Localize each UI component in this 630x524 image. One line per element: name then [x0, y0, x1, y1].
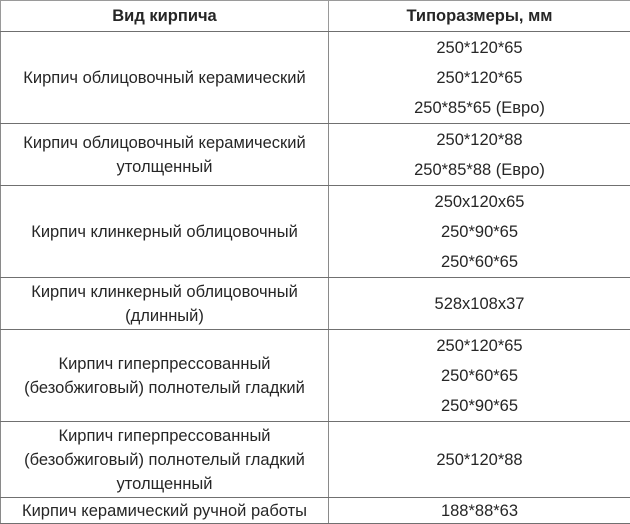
brick-type-cell: [1, 330, 329, 422]
brick-type-line: Кирпич клинкерный облицовочный: [5, 220, 324, 244]
brick-type-line: Кирпич клинкерный облицовочный: [5, 280, 324, 304]
brick-type-line: (безобжиговый) полнотелый гладкий: [5, 376, 324, 400]
brick-type-line: утолщенный: [5, 155, 324, 179]
sizes-cell: [329, 498, 630, 524]
size-value: 250*120*65: [333, 63, 626, 93]
header-brick-type: Вид кирпича: [1, 1, 329, 32]
size-value: 250*85*65 (Евро): [333, 93, 626, 123]
table-row: [1, 498, 630, 524]
brick-type-line: утолщенный: [5, 472, 324, 496]
header-sizes: Типоразмеры, мм: [329, 1, 630, 32]
table-header-row: [1, 1, 630, 32]
table-row: [1, 422, 630, 498]
sizes-cell: [329, 32, 630, 124]
size-value: 250x120x65: [333, 187, 626, 217]
sizes-cell: [329, 186, 630, 278]
brick-type-line: Кирпич гиперпрессованный: [5, 352, 324, 376]
brick-type-line: Кирпич керамический ручной работы: [5, 499, 324, 523]
table-row: [1, 278, 630, 330]
brick-type-line: (длинный): [5, 304, 324, 328]
size-value: 250*120*88: [333, 445, 626, 475]
sizes-cell: [329, 330, 630, 422]
brick-type-line: Кирпич гиперпрессованный: [5, 424, 324, 448]
size-value: 250*85*88 (Евро): [333, 155, 626, 185]
table-row: [1, 32, 630, 124]
brick-type-line: (безобжиговый) полнотелый гладкий: [5, 448, 324, 472]
table-row: [1, 124, 630, 186]
brick-type-cell: [1, 498, 329, 524]
size-value: 250*90*65: [333, 391, 626, 421]
size-value: 250*60*65: [333, 361, 626, 391]
brick-type-line: Кирпич облицовочный керамический: [5, 66, 324, 90]
brick-type-cell: [1, 32, 329, 124]
table-row: [1, 186, 630, 278]
size-value: 250*120*65: [333, 33, 626, 63]
sizes-cell: [329, 422, 630, 498]
size-value: 250*90*65: [333, 217, 626, 247]
brick-type-cell: [1, 422, 329, 498]
size-value: 188*88*63: [333, 499, 626, 523]
table-row: [1, 330, 630, 422]
size-value: 250*120*65: [333, 331, 626, 361]
brick-type-line: Кирпич облицовочный керамический: [5, 131, 324, 155]
table-body: [1, 32, 630, 524]
sizes-cell: [329, 278, 630, 330]
brick-type-cell: [1, 278, 329, 330]
sizes-cell: [329, 124, 630, 186]
size-value: 250*120*88: [333, 125, 626, 155]
brick-type-cell: [1, 186, 329, 278]
size-value: 528x108x37: [333, 289, 626, 319]
brick-type-cell: [1, 124, 329, 186]
size-value: 250*60*65: [333, 247, 626, 277]
